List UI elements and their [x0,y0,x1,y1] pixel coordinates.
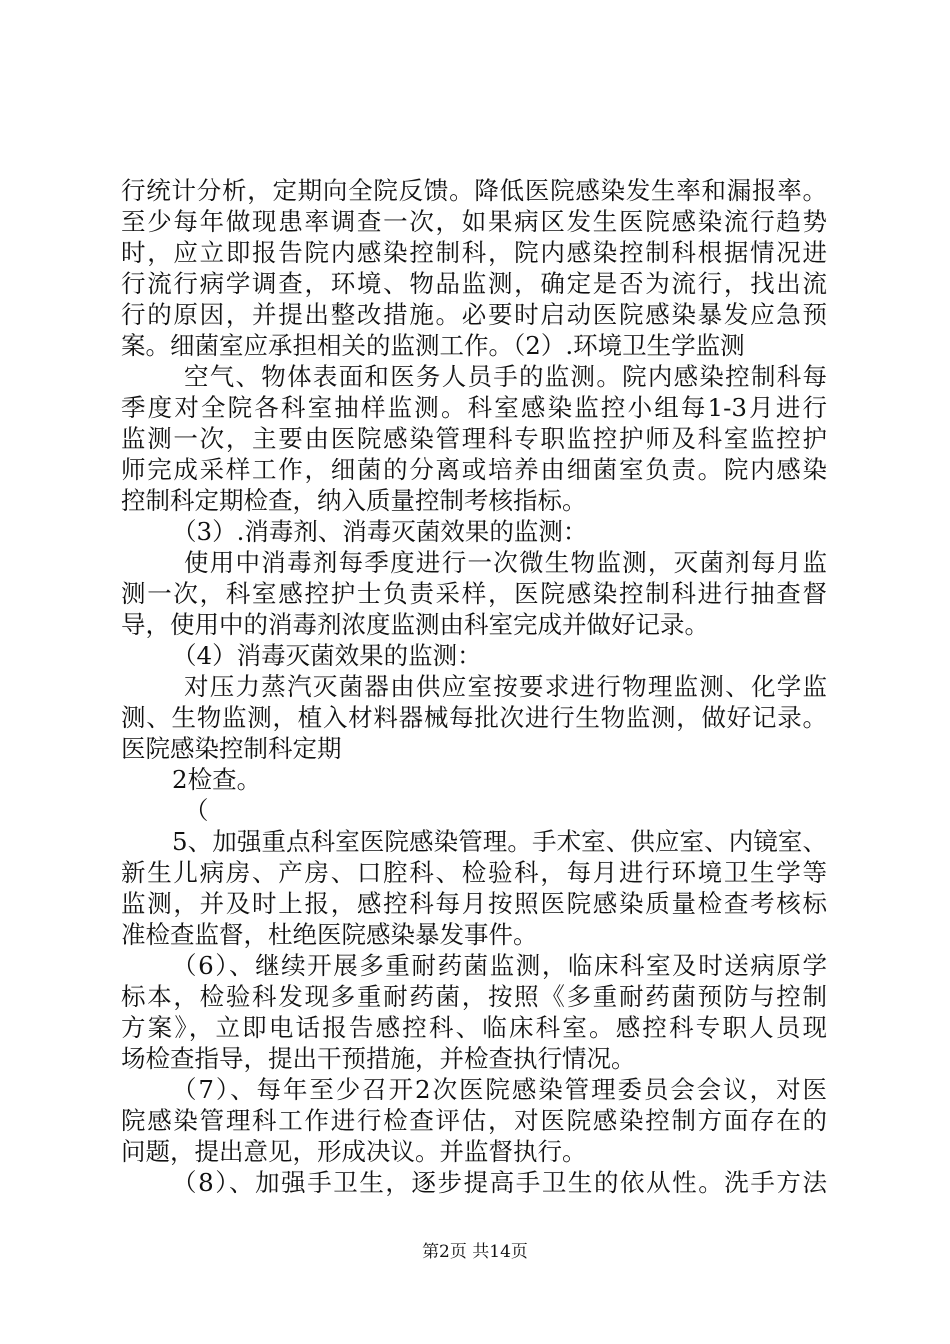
text-line: 测一次，科室感控护士负责采样，医院感染控制科进行抽查督 [121,579,827,608]
text-line: 方案》，立即电话报告感控科、临床科室。感控科专职人员现 [121,1013,827,1042]
text-line: 空气、物体表面和医务人员手的监测。院内感染控制科每 [184,362,827,391]
section-heading: （4）消毒灭菌效果的监测： [172,641,482,670]
section-heading: 5、加强重点科室医院感染管理。手术室、供应室、内镜室、 [172,827,827,856]
text-line: 新生儿病房、产房、口腔科、检验科，每月进行环境卫生学等 [121,858,827,887]
text-line: 行的原因，并提出整改措施。必要时启动医院感染暴发应急预 [121,300,827,329]
text-line: 控制科定期检查，纳入质量控制考核指标。 [121,486,587,515]
text-line: 使用中消毒剂每季度进行一次微生物监测，灭菌剂每月监 [184,548,827,577]
text-line: 监测一次，主要由医院感染管理科专职监控护师及科室监控护 [121,424,827,453]
section-heading: （8）、加强手卫生，逐步提高手卫生的依从性。洗手方法 [172,1168,827,1197]
text-line: （ [184,796,209,825]
text-line: 季度对全院各科室抽样监测。科室感染监控小组每1-3月进行 [121,393,827,422]
text-line: 行流行病学调查，环境、物品监测，确定是否为流行，找出流 [121,269,827,298]
text-line: 场检查指导，提出干预措施，并检查执行情况。 [121,1044,636,1073]
text-line: 院感染管理科工作进行检查评估，对医院感染控制方面存在的 [121,1106,827,1135]
text-line: 问题，提出意见，形成决议。并监督执行。 [121,1137,587,1166]
text-line: 标本，检验科发现多重耐药菌，按照《多重耐药菌预防与控制 [121,982,827,1011]
text-line: 行统计分析，定期向全院反馈。降低医院感染发生率和漏报率。 [121,176,827,205]
text-line: 监测，并及时上报，感控科每月按照医院感染质量检查考核标 [121,889,827,918]
text-line: 医院感染控制科定期 [121,734,342,763]
text-line: 至少每年做现患率调查一次，如果病区发生医院感染流行趋势 [121,207,827,236]
text-line: 案。细菌室应承担相关的监测工作。（2）.环境卫生学监测 [121,331,745,360]
text-line: 2检查。 [172,765,262,794]
section-heading: （7）、每年至少召开2次医院感染管理委员会会议，对医 [172,1075,827,1104]
text-line: 准检查监督，杜绝医院感染暴发事件。 [121,920,538,949]
text-line: 测、生物监测，植入材料器械每批次进行生物监测，做好记录。 [121,703,827,732]
section-heading: （6）、继续开展多重耐药菌监测，临床科室及时送病原学 [172,951,827,980]
text-line: 导，使用中的消毒剂浓度监测由科室完成并做好记录。 [121,610,709,639]
section-heading: （3）.消毒剂、消毒灭菌效果的监测： [172,517,588,546]
text-line: 时，应立即报告院内感染控制科，院内感染控制科根据情况进 [121,238,827,267]
page-footer: 第2页 共14页 [422,1242,528,1262]
text-line: 对压力蒸汽灭菌器由供应室按要求进行物理监测、化学监 [184,672,827,701]
text-line: 师完成采样工作，细菌的分离或培养由细菌室负责。院内感染 [121,455,827,484]
